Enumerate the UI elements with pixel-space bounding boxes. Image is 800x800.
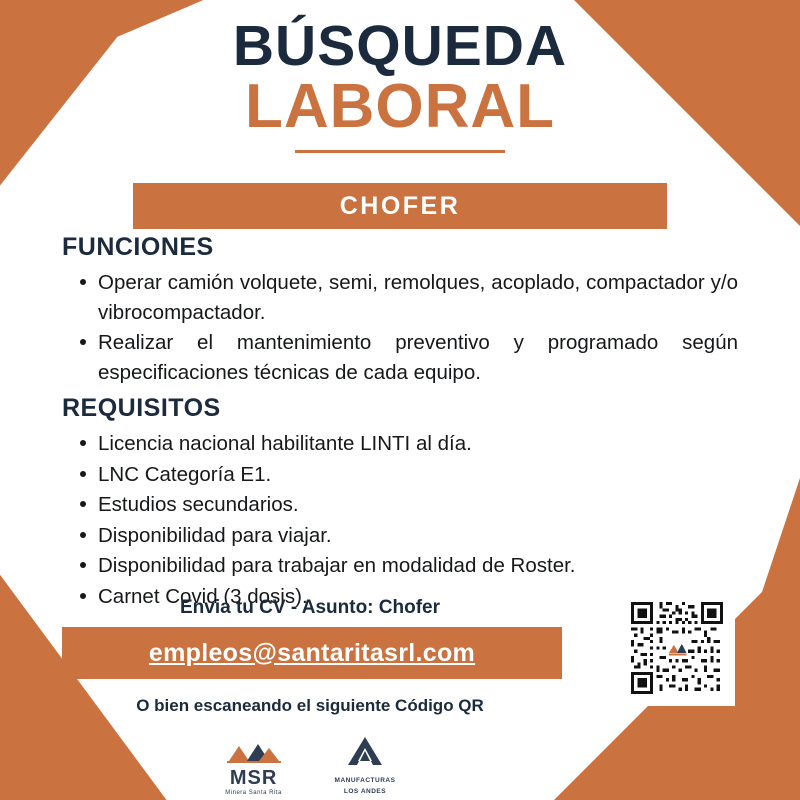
- logo-andes-line2: LOS ANDES: [343, 788, 387, 796]
- list-item: Disponibilidad para trabajar en modalidad de Roster.: [98, 551, 738, 581]
- section-funciones: [62, 233, 738, 388]
- list-item: Carnet Covid (3 dosis).: [98, 582, 738, 612]
- list-item: Disponibilidad para viajar.: [98, 521, 738, 551]
- list-item: Realizar el mantenimiento preventivo y programado según especificaciones técnicas de cada equipo.: [98, 328, 738, 387]
- mountains-icon: [225, 741, 283, 763]
- section-requisitos: [62, 394, 738, 612]
- peak-icon: [342, 735, 388, 769]
- logo-msr-subtitle: Minera Santa Rita: [225, 790, 282, 797]
- footer-logos: [0, 735, 620, 796]
- section-heading-funciones: FUNCIONES: [62, 233, 214, 261]
- qr-instruction-text: O bien escaneando el siguiente Código QR: [136, 696, 484, 715]
- list-item: Estudios secundarios.: [98, 490, 738, 520]
- title-divider: [295, 150, 505, 153]
- cv-instruction-text: Envia tu CV - Asunto: Chofer: [179, 597, 441, 618]
- qr-code-graphic: [631, 602, 723, 694]
- logo-minera-santa-rita: [225, 741, 283, 796]
- logo-andes-line1: MANUFACTURAS: [334, 777, 396, 784]
- list-item: LNC Categoría E1.: [98, 460, 738, 490]
- list-item: Operar camión volquete, semi, remolques, acoplado, compactador y/o vibrocompactador.: [98, 268, 738, 327]
- qr-code[interactable]: [627, 598, 735, 706]
- logo-msr-initials: MSR: [229, 767, 278, 790]
- section-heading-requisitos: REQUISITOS: [62, 394, 221, 422]
- email-link[interactable]: empleos@santaritasrl.com: [148, 638, 476, 667]
- role-banner-label: CHOFER: [339, 191, 461, 220]
- page-title-primary: BÚSQUEDA: [232, 14, 568, 78]
- requisitos-list: [62, 429, 738, 611]
- role-banner: [133, 183, 667, 229]
- list-item: Licencia nacional habilitante LINTI al día.: [98, 429, 738, 459]
- logo-manufacturas-los-andes: [335, 735, 396, 796]
- poster-header: [0, 16, 800, 153]
- page-title-secondary: LABORAL: [244, 72, 556, 142]
- email-band[interactable]: [62, 627, 562, 679]
- funciones-list: [62, 268, 738, 387]
